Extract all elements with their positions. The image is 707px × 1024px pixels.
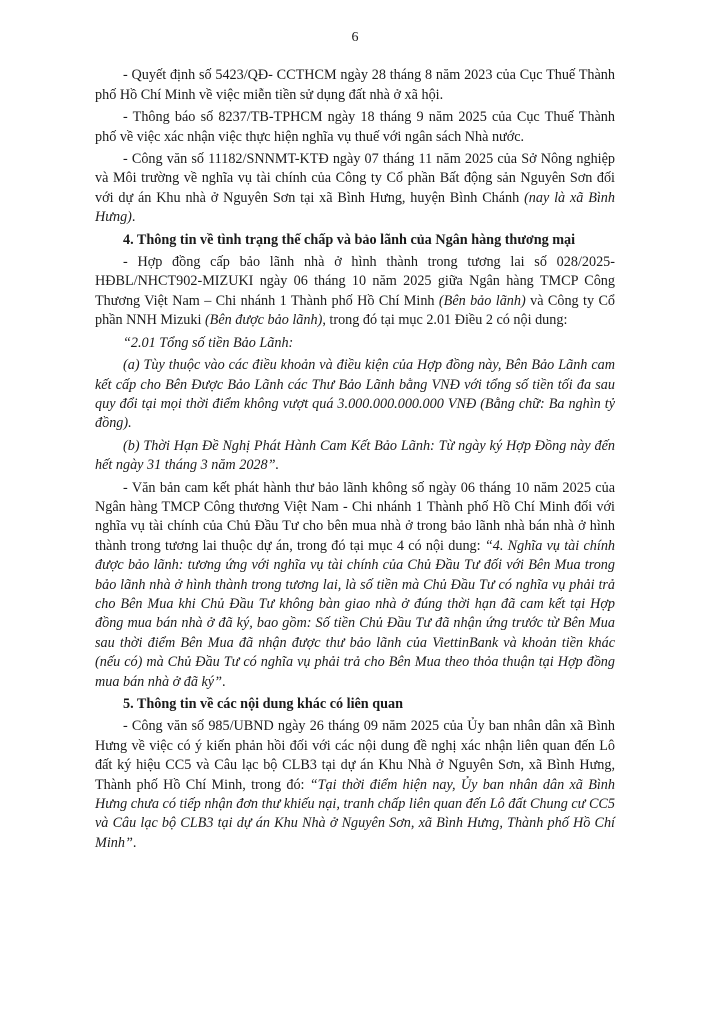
paragraph-decision-5423: - Quyết định số 5423/QĐ- CCTHCM ngày 28 tháng 8 năm 2023 của Cục Thuế Thành phố Hồ Chí Minh về việc miễn tiền sử dụng đất nhà ở xã hội. xyxy=(95,67,615,103)
quote-2-01-b-text: (b) Thời Hạn Đề Nghị Phát Hành Cam Kết Bảo Lãnh: Từ ngày ký Hợp Đồng này đến hết ngày 31 tháng 3 năm 2028”. xyxy=(95,437,615,474)
quote-2-01-b xyxy=(95,437,615,476)
contract-text-a: - Hợp đồng cấp bảo lãnh nhà ở hình thành trong tương lai số 028/2025-HĐBL/NHCT902-MIZUKI ngày 06 tháng 10 năm 2025 giữa Ngân hàng TMCP Công Thương Việt Nam – Chi nhánh 1 Thành phố Hồ Chí Minh xyxy=(95,254,615,309)
commitment-text: - Văn bản cam kết phát hành thư bảo lãnh không số ngày 06 tháng 10 năm 2025 của Ngân hàng TMCP Công thương Việt Nam - Chi nhánh 1 Thành phố Hồ Chí Minh đối với nghĩa vụ tài chính của Chủ Đầu Tư cho bên mua nhà ở trong bảo lãnh nhà bán nhà ở hình thành trong tương lai thuộc dự án, trong đó tại mục 4 có nội dung: xyxy=(95,479,615,554)
contract-guaranteed-note: (Bên được bảo lãnh) xyxy=(204,312,323,329)
quote-2-01-a xyxy=(95,356,615,434)
commitment-end: . xyxy=(221,673,226,690)
quote-2-01-title-text: “2.01 Tổng số tiền Bảo Lãnh: xyxy=(123,334,294,351)
quote-2-01-a-text: (a) Tùy thuộc vào các điều khoản và điều kiện của Hợp đồng này, Bên Bảo Lãnh cam kết cấp cho Bên Được Bảo Lãnh các Thư Bảo Lãnh bằng VNĐ với tổng số tiền tối đa sau quy đổi tại mọi thời điểm không vượt quá 3.000.000.000.000 VNĐ (Bằng chữ: Ba nghìn tỷ đồng). xyxy=(95,357,615,432)
contract-text-c: và Công ty Cổ phần NNH Mizuki xyxy=(95,292,616,329)
contract-text-e: , trong đó tại mục 2.01 Điều 2 có nội dung: xyxy=(322,312,568,329)
page-number: 6 xyxy=(351,30,359,45)
dispatch-985-quote: “Tại thời điểm hiện nay, Ủy ban nhân dân xã Bình Hưng chưa có tiếp nhận đơn thư khiếu nại, tranh chấp liên quan đến Lô đất Chung cư CC5 và Câu lạc bộ CLB3 tại dự án Khu Nhà ở Nguyên Sơn, xã Bình Hưng, Thành phố Hồ Chí Minh” xyxy=(95,776,615,851)
dispatch-11182-text: - Công văn số 11182/SNNMT-KTĐ ngày 07 tháng 11 năm 2025 của Sở Nông nghiệp và Môi trường về nghĩa vụ tài chính của Công ty Cổ phần Bất động sản Nguyên Sơn đối với dự án Khu nhà ở Nguyên Sơn tại xã Bình Hưng, huyện Bình Chánh xyxy=(95,151,615,206)
dispatch-11182-note: (nay là xã Bình Hưng) xyxy=(95,189,615,226)
section-4-heading: 4. Thông tin về tình trạng thế chấp và bảo lãnh của Ngân hàng thương mại xyxy=(123,231,576,248)
commitment-quote: “4. Nghĩa vụ tài chính được bảo lãnh: tương ứng với nghĩa vụ tài chính của Chủ Đầu Tư đối với Bên Mua trong bảo lãnh nhà ở hình thành trong tương lai, là số tiền mà Chủ Đầu Tư có nghĩa vụ phải trả cho Bên Mua khi Chủ Đầu Tư không bàn giao nhà ở đúng thời hạn đã cam kết tại Hợp đồng mua bán nhà ở đã ký, bao gồm: Số tiền Chủ Đầu Tư đã nhận ứng trước từ Bên Mua sau thời điểm Bên Mua đã nhận được thư bảo lãnh của ViettinBank và khoản tiền khác (nếu có) mà Chủ Đầu Tư có nghĩa vụ phải trả cho Bên Mua theo thỏa thuận tại Hợp đồng mua bán nhà ở đã ký” xyxy=(95,537,616,690)
dispatch-985-text: - Công văn số 985/UBND ngày 26 tháng 09 năm 2025 của Ủy ban nhân dân xã Bình Hưng về việc có ý kiến phản hồi đối với các nội dung đề nghị xác nhận liên quan đến Lô đất ký hiệu CC5 và Câu lạc bộ CLB3 tại dự án Khu Nhà ở Nguyên Sơn, xã Bình Hưng, Thành phố Hồ Chí Minh, trong đó: xyxy=(95,718,615,793)
section-4-commitment-paragraph xyxy=(95,479,615,692)
contract-guarantor-note: (Bên bảo lãnh) xyxy=(438,292,526,309)
dispatch-11182-end: . xyxy=(131,209,136,226)
quote-2-01-title xyxy=(95,334,615,353)
paragraph-notice-8237: - Thông báo số 8237/TB-TPHCM ngày 18 tháng 9 năm 2025 của Cục Thuế Thành phố về việc xác nhận việc thực hiện nghĩa vụ thuế với ngân sách Nhà nước. xyxy=(95,109,615,145)
section-5-heading: 5. Thông tin về các nội dung khác có liên quan xyxy=(123,696,404,712)
section-4-contract-paragraph xyxy=(95,253,615,331)
dispatch-985-end: . xyxy=(132,834,137,851)
paragraph-dispatch-11182 xyxy=(95,150,615,228)
section-5-dispatch-paragraph xyxy=(95,717,615,853)
